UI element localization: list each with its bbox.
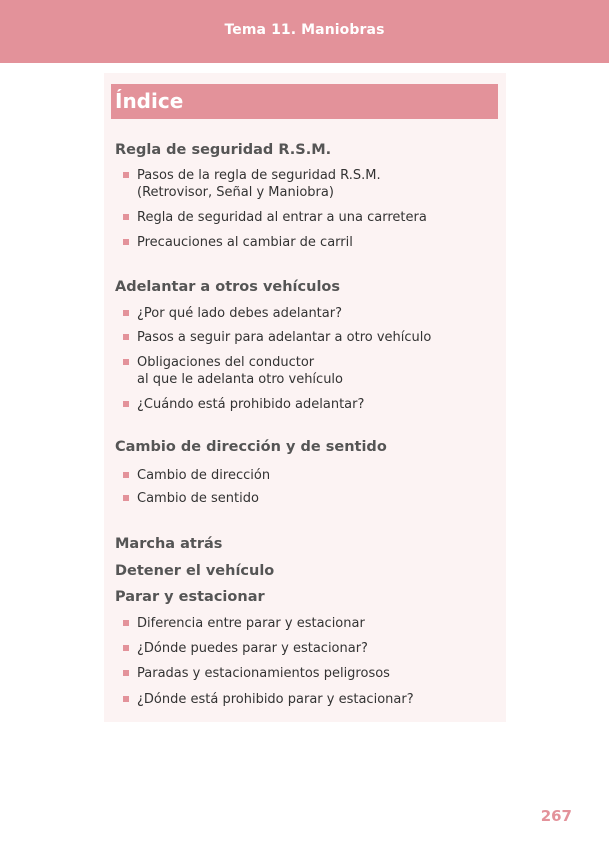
index-item-cambio-sentido[interactable]: Cambio de sentido xyxy=(137,491,259,506)
index-item-obligaciones-line2[interactable]: al que le adelanta otro vehículo xyxy=(137,372,343,387)
bullet-icon xyxy=(123,172,129,178)
bullet-icon xyxy=(123,239,129,245)
index-item-entrar-carretera[interactable]: Regla de seguridad al entrar a una carretera xyxy=(137,210,427,225)
index-item-diferencia-parar[interactable]: Diferencia entre parar y estacionar xyxy=(137,616,365,631)
index-item-prohibido-parar[interactable]: ¿Dónde está prohibido parar y estacionar? xyxy=(137,692,414,707)
index-title: Índice xyxy=(115,89,184,113)
index-item-pasos-adelantar[interactable]: Pasos a seguir para adelantar a otro vehículo xyxy=(137,330,432,345)
index-item-pasos-regla-line1[interactable]: Pasos de la regla de seguridad R.S.M. xyxy=(137,168,381,183)
bullet-icon xyxy=(123,620,129,626)
index-item-donde-parar[interactable]: ¿Dónde puedes parar y estacionar? xyxy=(137,641,368,656)
bullet-icon xyxy=(123,645,129,651)
bullet-icon xyxy=(123,310,129,316)
page-number: 267 xyxy=(540,807,572,825)
bullet-icon xyxy=(123,214,129,220)
section-heading-regla-seguridad[interactable]: Regla de seguridad R.S.M. xyxy=(115,142,332,158)
bullet-icon xyxy=(123,401,129,407)
bullet-icon xyxy=(123,670,129,676)
section-heading-cambio-direccion[interactable]: Cambio de dirección y de sentido xyxy=(115,439,387,455)
index-item-pasos-regla-line2[interactable]: (Retrovisor, Señal y Maniobra) xyxy=(137,185,334,200)
bullet-icon xyxy=(123,495,129,501)
bullet-icon xyxy=(123,472,129,478)
index-item-lado-adelantar[interactable]: ¿Por qué lado debes adelantar? xyxy=(137,306,342,321)
index-item-cambio-direccion[interactable]: Cambio de dirección xyxy=(137,468,271,483)
index-item-prohibido-adelantar[interactable]: ¿Cuándo está prohibido adelantar? xyxy=(137,397,365,412)
section-heading-parar-estacionar[interactable]: Parar y estacionar xyxy=(115,589,265,605)
section-heading-detener-vehiculo[interactable]: Detener el vehículo xyxy=(115,563,275,579)
chapter-title: Tema 11. Maniobras xyxy=(224,22,385,38)
bullet-icon xyxy=(123,696,129,702)
section-heading-adelantar[interactable]: Adelantar a otros vehículos xyxy=(115,279,341,295)
index-item-obligaciones-line1[interactable]: Obligaciones del conductor xyxy=(137,355,315,370)
section-heading-marcha-atras[interactable]: Marcha atrás xyxy=(115,536,223,552)
bullet-icon xyxy=(123,359,129,365)
index-item-paradas-peligrosas[interactable]: Paradas y estacionamientos peligrosos xyxy=(137,666,390,681)
index-item-cambiar-carril[interactable]: Precauciones al cambiar de carril xyxy=(137,235,353,250)
bullet-icon xyxy=(123,334,129,340)
